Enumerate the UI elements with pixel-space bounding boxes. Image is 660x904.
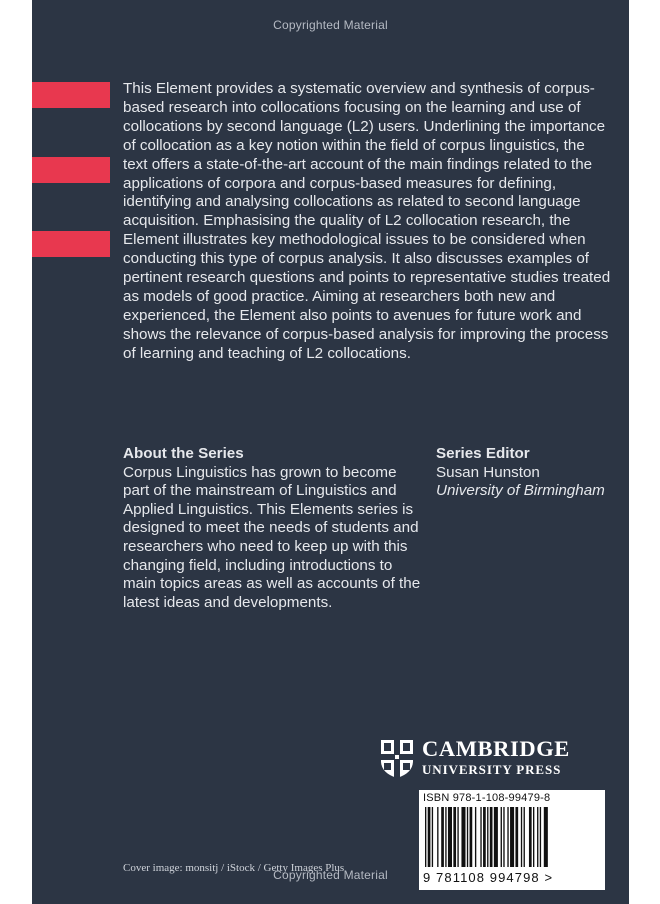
- series-editor-section: [436, 445, 616, 501]
- series-editor-affiliation: University of Birmingham: [436, 482, 605, 500]
- accent-bar-1: [32, 82, 110, 108]
- accent-bar-2: [32, 157, 110, 183]
- book-back-cover: [32, 0, 629, 904]
- about-series-text: Corpus Linguistics has grown to become part of the mainstream of Linguistics and Applied Linguistics. This Elements series is designed to meet the needs of students and researchers who need to keep up with this changing field, including introductions to main topics areas as well as accounts of the latest ideas and developments.: [123, 463, 421, 611]
- publisher-name: CAMBRIDGE: [422, 736, 570, 761]
- accent-bar-3: [32, 231, 110, 257]
- isbn-label: ISBN 978-1-108-99479-8: [423, 792, 551, 804]
- about-series-heading: About the Series: [123, 445, 244, 462]
- cover-image-credit: Cover image: monsitj / iStock / Getty Images Plus: [123, 862, 345, 874]
- series-editor-name: Susan Hunston: [436, 463, 540, 481]
- publisher-logo: [380, 737, 600, 781]
- publisher-subtitle: UNIVERSITY PRESS: [422, 762, 562, 777]
- watermark-bottom: Copyrighted Material: [273, 868, 388, 882]
- blurb-text: This Element provides a systematic overview and synthesis of corpus-based research into collocations focusing on the learning and use of collocations by second language (L2) users. Underlining the importance of collocation as a key notion within the field of corpus linguistics, the text offers a state-of-the-art account of the main findings related to the applications of corpora and corpus-based measures for defining, identifying and analysing collocations as related to second language acquisition. Emphasising the quality of L2 collocation research, the Element illustrates key methodological issues to be considered when conducting this type of corpus analysis. It also discusses examples of pertinent research questions and points to representative studies treated as models of good practice. Aiming at researchers both new and experienced, the Element also points to avenues for future work and shows the relevance of corpus-based analysis for improving the process of learning and teaching of L2 collocations.: [123, 80, 611, 362]
- about-series-section: [123, 445, 423, 612]
- watermark-top: Copyrighted Material: [273, 18, 388, 32]
- barcode-digits: 9 781108 994798 >: [423, 870, 554, 885]
- series-editor-heading: Series Editor: [436, 445, 530, 462]
- cambridge-shield-icon: [380, 739, 414, 779]
- barcode-icon: [423, 807, 599, 869]
